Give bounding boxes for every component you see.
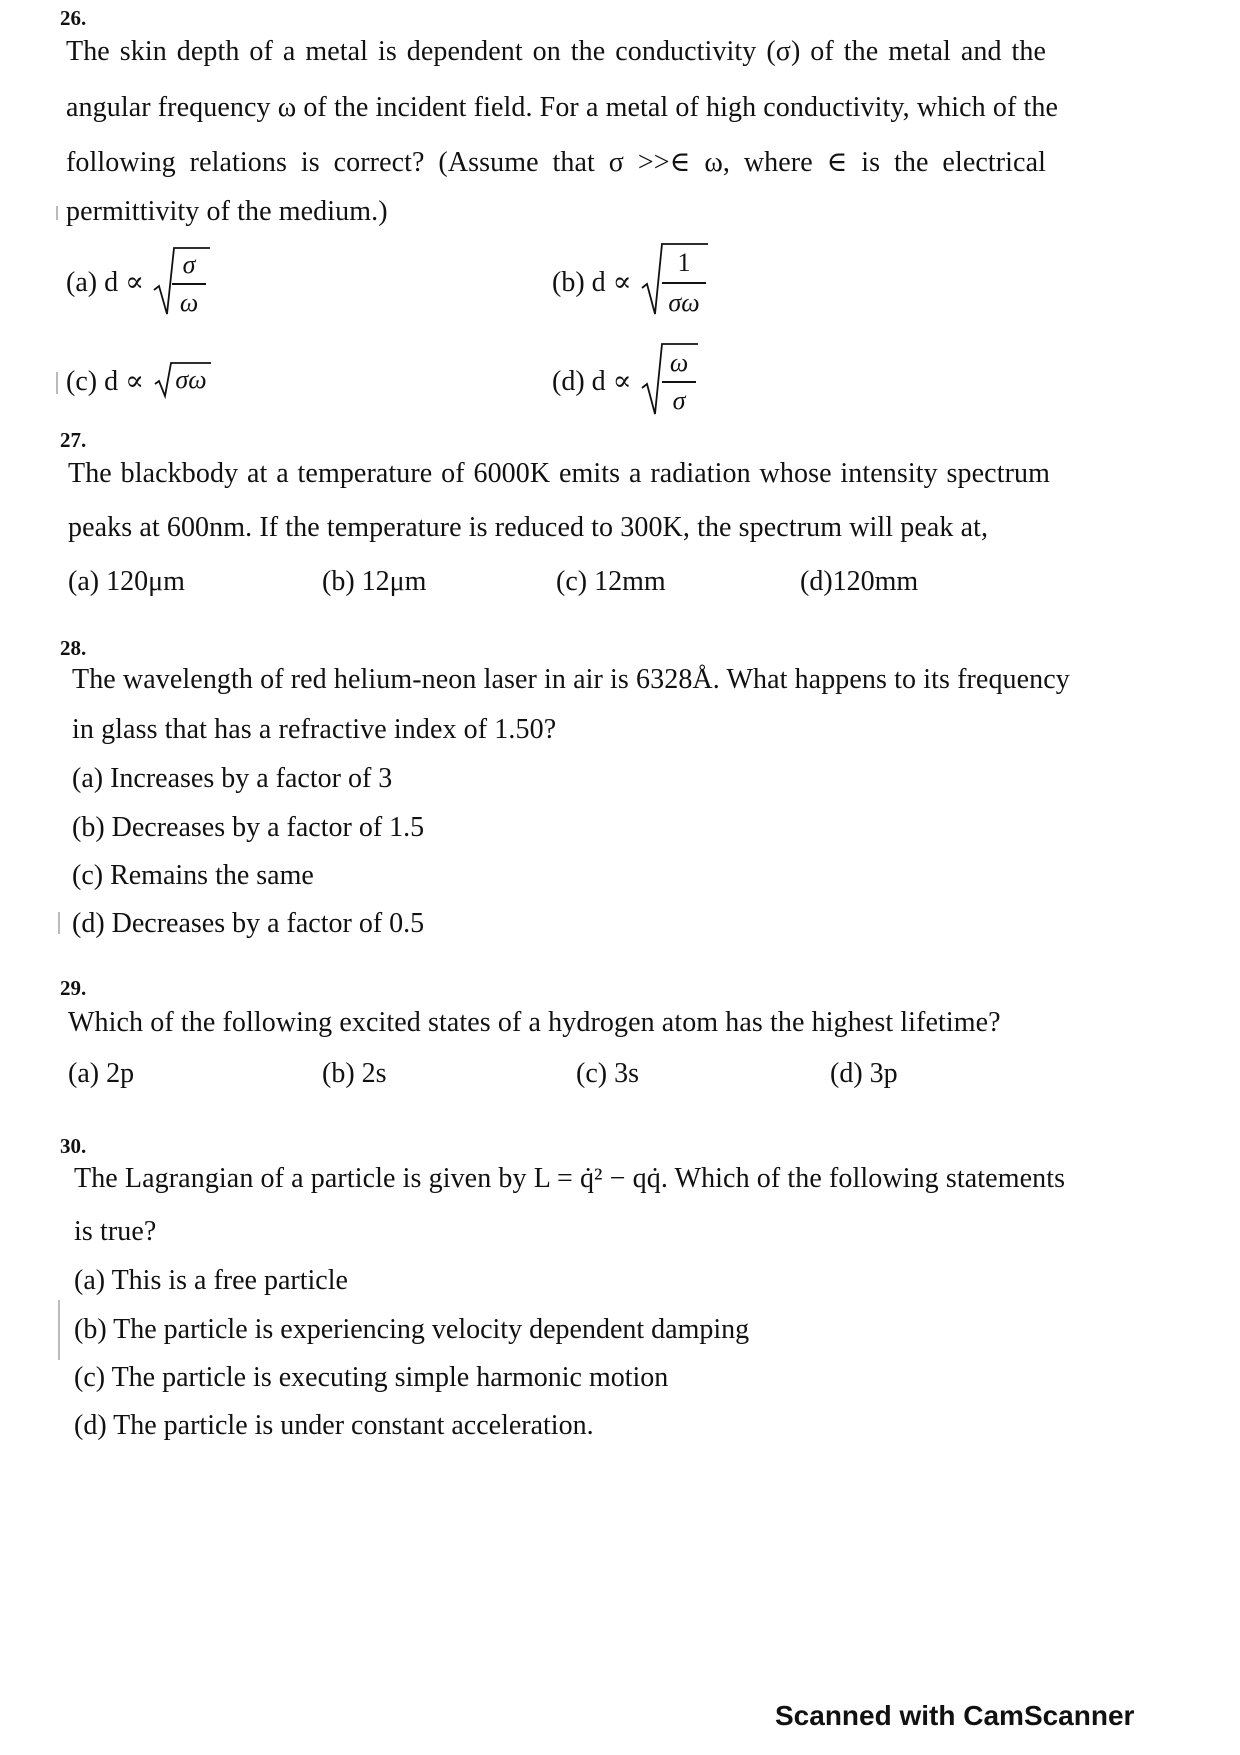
- fraction-numerator: σ: [182, 250, 196, 279]
- option-prefix: (d) d ∝: [552, 366, 632, 397]
- option-b: (b) 12μm: [322, 566, 427, 597]
- question-text-line: in glass that has a refractive index of 1.50?: [72, 714, 557, 745]
- question-text-line: The Lagrangian of a particle is given by L = q̇² − qq̇. Which of the following statements: [74, 1163, 1066, 1194]
- option-c: (c) Remains the same: [72, 860, 314, 891]
- option-a: (a) Increases by a factor of 3: [72, 763, 393, 794]
- question-text-line: permittivity of the medium.): [66, 196, 388, 227]
- question-text-line: The blackbody at a temperature of 6000K emits a radiation whose intensity spectrum: [68, 458, 1050, 489]
- option-c: (c) 3s: [576, 1058, 639, 1089]
- camscanner-watermark: Scanned with CamScanner: [775, 1700, 1135, 1731]
- fraction-denominator: ω: [179, 288, 199, 317]
- option-c: [66, 364, 144, 398]
- question-text-line: peaks at 600nm. If the temperature is reduced to 300K, the spectrum will peak at,: [68, 512, 989, 543]
- question-number: 27.: [60, 428, 87, 452]
- option-prefix: (b) d ∝: [552, 267, 632, 298]
- fraction-bar: [662, 282, 706, 284]
- scan-speck: [58, 912, 60, 934]
- question-number: 30.: [60, 1134, 87, 1158]
- option-c: (c) 12mm: [556, 566, 666, 597]
- option-prefix: (c) d ∝: [66, 366, 145, 397]
- question-number: 29.: [60, 976, 87, 1000]
- fraction-denominator: σω: [668, 288, 700, 317]
- option-a: (a) 120μm: [68, 566, 185, 597]
- option-a: (a) 2p: [68, 1058, 135, 1089]
- fraction-numerator: 1: [677, 248, 691, 277]
- question-text-line: The skin depth of a metal is dependent on the conductivity (σ) of the metal and the: [66, 36, 1046, 67]
- question-text-line: Which of the following excited states of a hydrogen atom has the highest lifetime?: [68, 1007, 1001, 1038]
- option-d: (d)120mm: [800, 566, 919, 597]
- fraction-denominator: σ: [672, 386, 686, 415]
- fraction-bar: [172, 283, 206, 285]
- fraction-numerator: ω: [669, 348, 689, 377]
- fraction-bar: [662, 381, 696, 383]
- scan-speck: [58, 1300, 60, 1360]
- option-a: (a) This is a free particle: [74, 1265, 348, 1296]
- option-b: (b) The particle is experiencing velocity dependent damping: [74, 1314, 750, 1345]
- option-b: (b) Decreases by a factor of 1.5: [72, 812, 425, 843]
- option-a: [66, 265, 144, 299]
- scan-speck: [56, 206, 58, 220]
- question-text-line: angular frequency ω of the incident field. For a metal of high conductivity, which of the: [66, 92, 1058, 123]
- question-text-line: is true?: [74, 1216, 157, 1247]
- question-text-line: The wavelength of red helium-neon laser in air is 6328Å. What happens to its frequency: [72, 664, 1070, 695]
- option-d: (d) 3p: [830, 1058, 898, 1089]
- radicand: σω: [175, 365, 207, 394]
- option-d: (d) The particle is under constant acceleration.: [74, 1410, 594, 1441]
- option-b: [552, 265, 632, 299]
- option-b: (b) 2s: [322, 1058, 387, 1089]
- option-d: [552, 364, 632, 398]
- option-c: (c) The particle is executing simple harmonic motion: [74, 1362, 669, 1393]
- question-number: 28.: [60, 636, 87, 660]
- question-text-line: following relations is correct? (Assume that σ >>∈ ω, where ∈ is the electrical: [66, 147, 1046, 178]
- option-d: (d) Decreases by a factor of 0.5: [72, 908, 425, 939]
- option-prefix: (a) d ∝: [66, 267, 145, 298]
- scan-speck: [56, 372, 58, 394]
- question-number: 26.: [60, 6, 87, 30]
